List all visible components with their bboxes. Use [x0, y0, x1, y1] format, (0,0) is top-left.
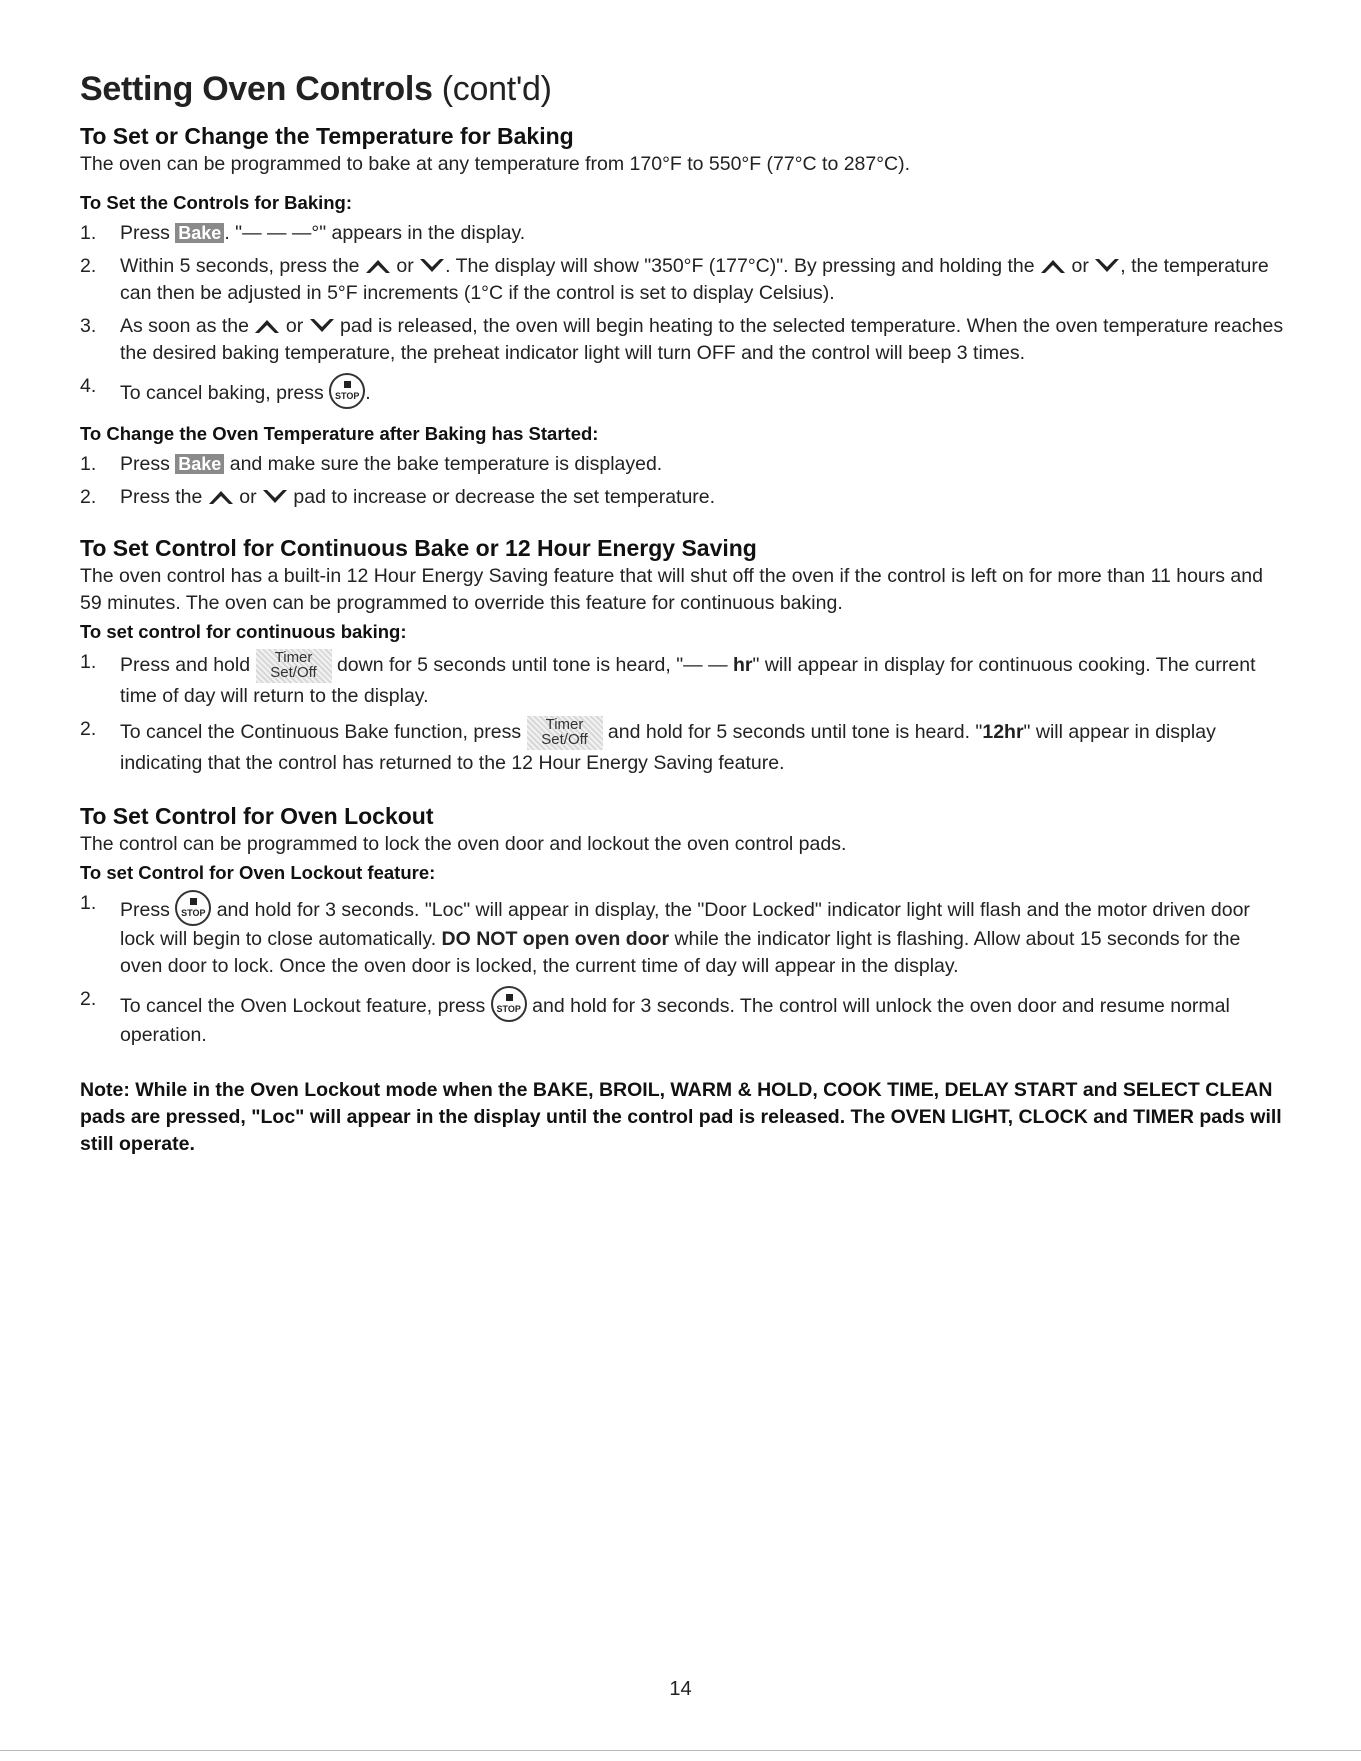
section-heading: To Set Control for Oven Lockout	[80, 803, 434, 829]
steps-lockout	[80, 890, 1285, 1049]
subheading-lockout: To set Control for Oven Lockout feature:	[80, 862, 436, 883]
timer-set-off-pad-icon: Timer Set/Off	[527, 716, 603, 750]
page-number: 14	[669, 1678, 692, 1700]
manual-page	[80, 70, 1285, 1178]
stop-pad-icon: STOP	[329, 373, 365, 409]
down-arrow-icon	[309, 318, 335, 334]
up-arrow-icon	[365, 258, 391, 274]
down-arrow-icon	[262, 489, 288, 505]
page-title-cont: (cont'd)	[441, 70, 552, 108]
lockout-note: Note: While in the Oven Lockout mode when the BAKE, BROIL, WARM & HOLD, COOK TIME, DELAY START and SELECT CLEAN pads are pressed, "Loc" will appear in the display until the control pad is released. The OVEN LIGHT, CLOCK and TIMER pads will still operate.	[80, 1079, 1282, 1155]
section-intro: The oven can be programmed to bake at any temperature from 170°F to 550°F (77°C to 287°C).	[80, 153, 911, 175]
section-intro: The control can be programmed to lock the oven door and lockout the oven control pads.	[80, 833, 847, 855]
section-oven-lockout	[80, 803, 1285, 1049]
stop-pad-icon: STOP	[491, 986, 527, 1022]
page-title	[80, 70, 1285, 109]
steps-continuous-baking	[80, 649, 1285, 777]
down-arrow-icon	[419, 258, 445, 274]
section-intro: The oven control has a built-in 12 Hour Energy Saving feature that will shut off the oven if the control is left on for more than 11 hours and 59 minutes. The oven can be programmed to override this feature for continuous baking.	[80, 565, 1263, 614]
list-item: 4. To cancel baking, press STOP .	[80, 373, 1285, 409]
list-item: 2. To cancel the Continuous Bake function, press Timer Set/Off and hold for 5 seconds until tone is heard. "12hr" will appear in display indicating that the control has returned to the 12 Hour Energy Saving feature.	[80, 716, 1216, 774]
bottom-divider	[0, 1750, 1361, 1751]
section-continuous-bake	[80, 535, 1285, 777]
down-arrow-icon	[1094, 258, 1120, 274]
up-arrow-icon	[208, 489, 234, 505]
bake-pad-icon: Bake	[175, 454, 224, 474]
list-item: 2. To cancel the Oven Lockout feature, press STOP and hold for 3 seconds. The control will unlock the oven door and resume normal operation.	[80, 988, 1230, 1046]
stop-pad-icon: STOP	[175, 890, 211, 926]
section-heading: To Set or Change the Temperature for Baking	[80, 123, 574, 149]
timer-set-off-pad-icon: Timer Set/Off	[256, 649, 332, 683]
list-item: 1. Press Bake . "— — —°" appears in the display.	[80, 222, 526, 244]
subheading-change-temperature: To Change the Oven Temperature after Baking has Started:	[80, 423, 599, 444]
section-heading: To Set Control for Continuous Bake or 12 Hour Energy Saving	[80, 535, 757, 561]
section-temperature-baking	[80, 123, 1285, 511]
list-item: 1. Press STOP and hold for 3 seconds. "Loc" will appear in display, the "Door Locked" indicator light will flash and the motor driven door lock will begin to close automatically. DO NOT open oven door while the indicator light is flashing. Allow about 15 seconds for the oven door to lock. Once the oven door is locked, the current time of day will appear in the display.	[80, 892, 1250, 977]
list-item: 2. Press the or pad to increase or decrease the set temperature.	[80, 486, 716, 508]
page-title-main: Setting Oven Controls	[80, 70, 433, 108]
list-item: 1. Press Bake and make sure the bake temperature is displayed.	[80, 453, 663, 475]
list-item: 2. Within 5 seconds, press the or . The display will show "350°F (177°C)". By pressing and holding the or , the temperature can then be adjusted in 5°F increments (1°C if the control is set to display Celsius).	[80, 255, 1269, 304]
up-arrow-icon	[254, 318, 280, 334]
subheading-set-controls: To Set the Controls for Baking:	[80, 192, 353, 213]
list-item: 3. As soon as the or pad is released, the oven will begin heating to the selected temperature. When the oven temperature reaches the desired baking temperature, the preheat indicator light will turn OFF and the control will beep 3 times.	[80, 315, 1284, 364]
up-arrow-icon	[1040, 258, 1066, 274]
subheading-continuous-baking: To set control for continuous baking:	[80, 621, 407, 642]
steps-set-controls	[80, 220, 1285, 409]
steps-change-temperature	[80, 451, 1285, 511]
bake-pad-icon: Bake	[175, 223, 224, 243]
list-item: 1. Press and hold Timer Set/Off down for 5 seconds until tone is heard, "— — hr" will appear in display for continuous cooking. The current time of day will return to the display.	[80, 649, 1256, 707]
